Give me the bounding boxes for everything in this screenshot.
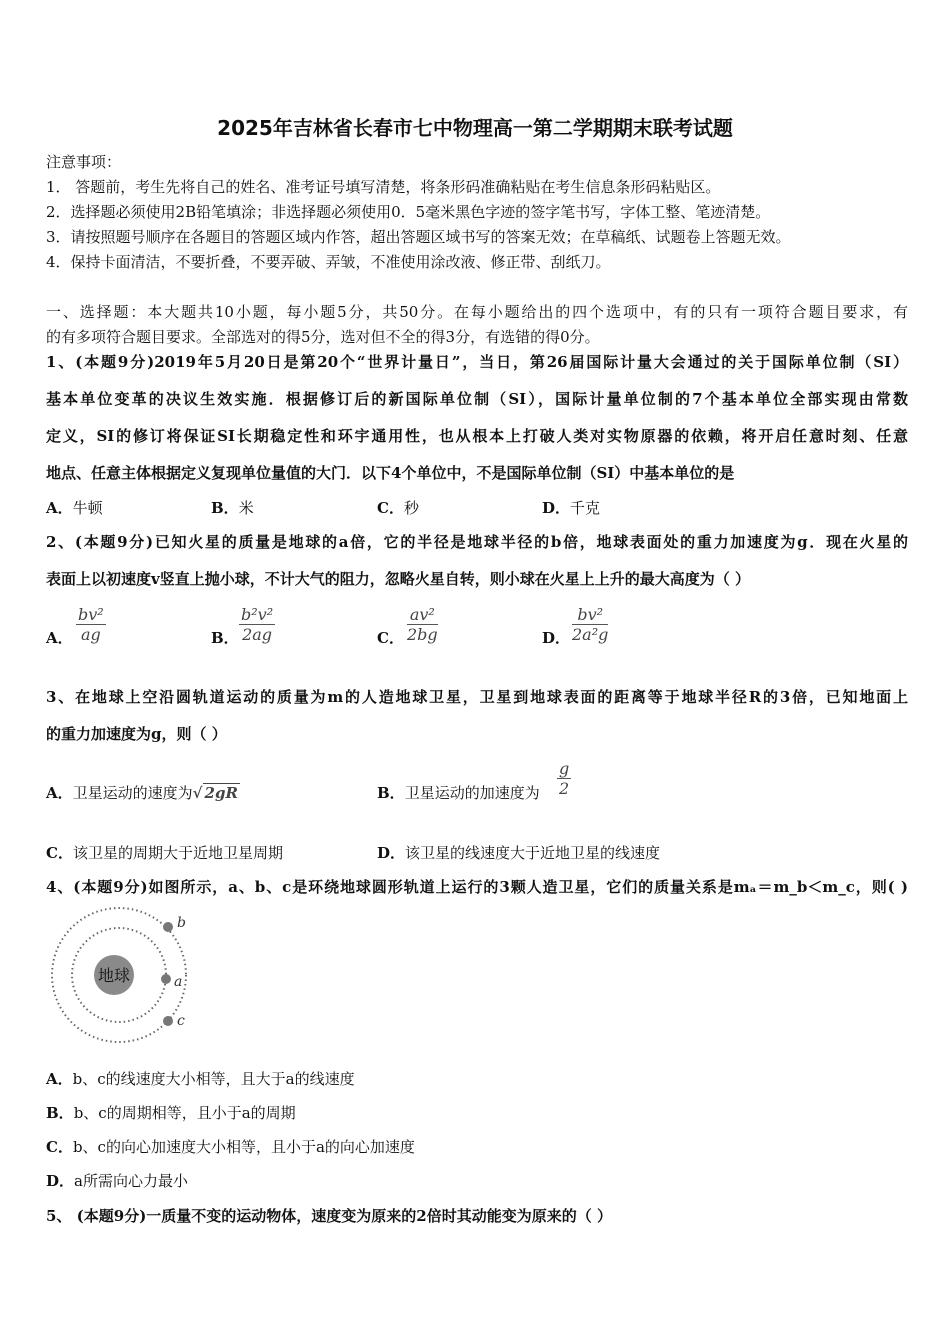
notice-heading: 注意事项： — [46, 153, 122, 171]
q3-option-b-fraction: $\frac{g}{2}$ — [559, 759, 570, 798]
q4-option-b: B．b、c的周期相等，且小于a的周期 — [46, 1104, 296, 1122]
q4-option-c: C．b、c的向心加速度大小相等，且小于a的向心加速度 — [46, 1138, 415, 1156]
q2-option-b-fraction: $\frac{\text{b²v²}}{2ag}$ — [241, 605, 274, 644]
page-title: 2025年吉林省长春市七中物理高一第二学期期末联考试题 — [217, 116, 733, 140]
notice-item: 3．请按照题号顺序在各题目的答题区域内作答，超出答题区域书写的答案无效；在草稿纸、试题卷上答题无效。 — [46, 228, 791, 246]
notice-item: 1． 答题前，考生先将自己的姓名、准考证号填写清楚，将条形码准确粘贴在考生信息条形码粘贴区。 — [46, 178, 721, 196]
q5-stem-line: 5、 (本题9分)一质量不变的运动物体，速度变为原来的2倍时其动能变为原来的（ ） — [46, 1207, 612, 1225]
section-instructions-line: 的有多项符合题目要求。全部选对的得5分，选对但不全的得3分，有选错的得0分。 — [46, 328, 600, 346]
q2-option-c-fraction: $\frac{\text{av²}}{2bg}$ — [407, 605, 438, 644]
q1-stem-line: 基本单位变革的决议生效实施．根据修订后的新国际单位制（SI），国际计量单位制的7个基本单位全部实现由常数 — [46, 390, 908, 408]
notice-item: 4．保持卡面清洁，不要折叠，不要弄破、弄皱，不准使用涂改液、修正带、刮纸刀。 — [46, 253, 611, 271]
q1-stem-line: 地点、任意主体根据定义复现单位量值的大门．以下4个单位中，不是国际单位制（SI）中基本单位的是 — [46, 464, 735, 482]
satellite-b-label: b — [177, 915, 186, 931]
satellite-c-icon — [163, 1016, 173, 1026]
q3-stem-line: 的重力加速度为g，则（ ） — [46, 725, 227, 743]
q2-stem-line: 表面上以初速度v竖直上抛小球，不计大气的阻力，忽略火星自转，则小球在火星上上升的最大高度为（ ） — [46, 570, 750, 588]
q1-stem-line: 定义，SI的修订将保证SI长期稳定性和环宇通用性，也从根本上打破人类对实物原器的依赖，将开启任意时刻、任意 — [46, 427, 908, 445]
satellite-a-label: a — [174, 974, 183, 990]
q3-option-b: B．卫星运动的加速度为 — [377, 784, 540, 802]
q2-stem-line: 2、(本题9分)已知火星的质量是地球的a倍，它的半径是地球半径的b倍，地球表面处的重力加速度为g．现在火星的 — [46, 533, 908, 551]
q3-option-d: D．该卫星的线速度大于近地卫星的线速度 — [377, 844, 661, 862]
section-instructions-line: 一、选择题：本大题共10小题，每小题5分，共50分。在每小题给出的四个选项中，有的只有一项符合题目要求，有 — [46, 303, 908, 321]
q3-option-c: C．该卫星的周期大于近地卫星周期 — [46, 844, 283, 862]
q1-stem-line: 1、(本题9分)2019年5月20日是第20个“世界计量日”，当日，第26届国际计量大会通过的关于国际单位制（SI） — [46, 353, 908, 371]
q1-option-c: C．秒 — [377, 499, 419, 517]
satellite-b-icon — [163, 922, 173, 932]
notice-item: 2．选择题必须使用2B铅笔填涂；非选择题必须使用0．5毫米黑色字迹的签字笔书写，字体工整、笔迹清楚。 — [46, 203, 771, 221]
q4-stem-line: 4、(本题9分)如图所示，a、b、c是环绕地球圆形轨道上运行的3颗人造卫星，它们的质量关系是mₐ＝m_b＜m_c，则( ) — [46, 878, 908, 896]
q2-option-d-label: D． — [542, 629, 571, 647]
q1-option-b: B．米 — [211, 499, 254, 517]
q2-option-a-fraction: $\frac{\text{bv²}}{ag}$ — [78, 605, 104, 644]
satellite-c-label: c — [177, 1013, 185, 1029]
satellite-a-icon — [161, 974, 171, 984]
q2-option-a-label: A． — [46, 629, 73, 647]
q3-stem-line: 3、在地球上空沿圆轨道运动的质量为m的人造地球卫星，卫星到地球表面的距离等于地球半径R的3倍，已知地面上 — [46, 688, 908, 706]
q2-option-b-label: B． — [211, 629, 239, 647]
q1-option-d: D．千克 — [542, 499, 601, 517]
q2-option-c-label: C． — [377, 629, 404, 647]
satellite-orbit-figure — [44, 905, 194, 1045]
q4-option-a: A．b、c的线速度大小相等，且大于a的线速度 — [46, 1070, 355, 1088]
q1-option-a: A．牛顿 — [46, 499, 103, 517]
q2-option-d-fraction: $\frac{\text{bv²}}{\text{2a²g}}$ — [572, 605, 609, 644]
q3-option-a: A．卫星运动的速度为√ 2gR — [46, 784, 238, 802]
q4-option-d: D．a所需向心力最小 — [46, 1172, 188, 1190]
earth-label: 地球 — [97, 966, 131, 985]
